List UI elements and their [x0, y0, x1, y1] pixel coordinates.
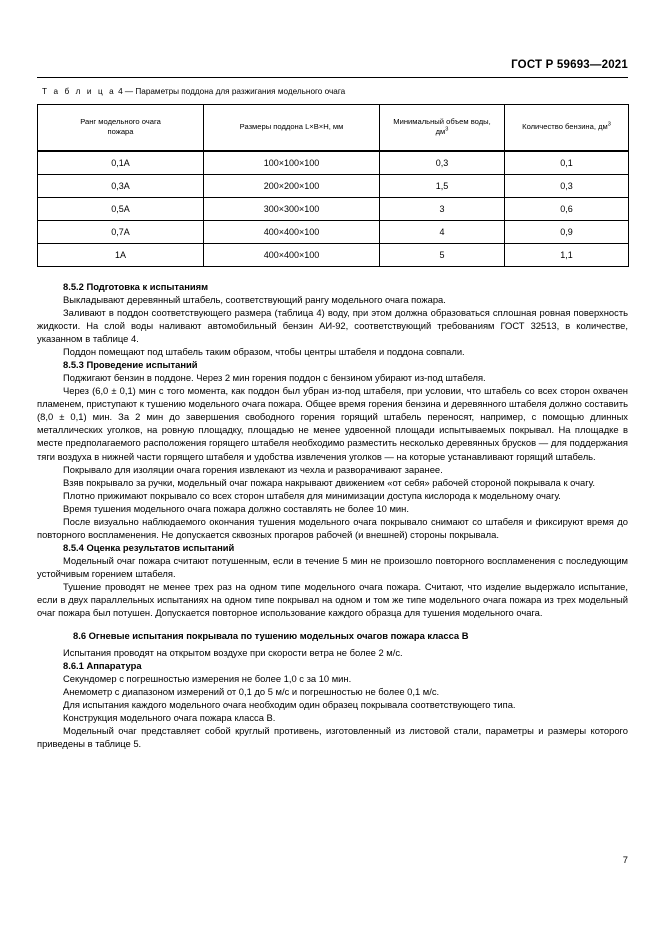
- table-row: [38, 221, 629, 244]
- table-row: [38, 198, 629, 221]
- table-row: [38, 151, 629, 175]
- cell-petrol-amount: 0,6: [505, 198, 629, 221]
- paragraph-8-5-2-2: Заливают в поддон соответствующего размера (таблица 4) воду, при этом должна образоваться сплошная ровная поверхность жидкости. На слой воды наливают автомобильный бензин АИ-92, соответствующий требованиям ГОСТ 32513, в количестве, указанном в таблице 4.: [37, 307, 628, 345]
- table-caption-number: 4: [118, 87, 123, 96]
- cell-water-volume: 5: [380, 244, 505, 267]
- table-caption: [42, 86, 628, 98]
- table-header-row: [38, 105, 629, 152]
- column-header-water-volume-line2: дм: [435, 127, 446, 136]
- column-header-petrol-amount-sup: 3: [607, 121, 611, 128]
- column-header-rank-line2: пожара: [107, 127, 134, 136]
- paragraph-8-5-3-2: Через (6,0 ± 0,1) мин с того момента, как поддон был убран из-под штабеля, при условии, что штабель со всех сторон охвачен пламенем, приступают к тушению модельного очага пожара. Общее время горения бензина и деревянного штабеля должно составить (8,0 ± 0,1) мин. За 2 мин до завершения свободного горения горящий штабель переносят, например, с помощью длинных металлических уголков, на ровную площадку, площадью не менее удвоенной площади испытываемых покрывал. На площадке в месте предполагаемого расположения горящего штабеля необходимо разместить несколько деревянных брусков — для поддержания тяги воздуха в нижней части горящего штабеля и удобства извлечения уголков — на которые устанавливают горящий штабель.: [37, 385, 628, 462]
- table-row: [38, 175, 629, 198]
- page-content: [37, 86, 628, 750]
- cell-petrol-amount: 0,1: [505, 151, 629, 175]
- section-heading-8-6: 8.6 Огневые испытания покрывала по тушению модельных очагов пожара класса В: [73, 630, 469, 642]
- paragraph-8-6-1-1: Секундомер с погрешностью измерения не более 1,0 с за 10 мин.: [63, 673, 352, 685]
- paragraph-8-5-3-5: Плотно прижимают покрывало со всех сторон штабеля для минимизации доступа кислорода к модельному очагу.: [63, 489, 561, 501]
- column-header-water-volume-line1: Минимальный объем воды,: [393, 116, 491, 126]
- table-header: [38, 105, 629, 152]
- cell-petrol-amount: 0,3: [505, 175, 629, 198]
- cell-water-volume: 1,5: [380, 175, 505, 198]
- cell-petrol-amount: 1,1: [505, 244, 629, 267]
- document-header: [37, 58, 628, 80]
- cell-dimensions: 400×400×100: [204, 221, 380, 244]
- paragraph-8-5-4-2: Тушение проводят не менее трех раз на одном типе модельного очага пожара. Считают, что изделие выдержало испытание, если в двух параллельных испытаниях на одном типе покрывал на одном и том же типе модельного очага пожара из трех модельный очаг пожара был потушен. Допускается повторное использование каждого образца для тушения модельного очага.: [37, 580, 628, 619]
- cell-water-volume: 0,3: [380, 151, 505, 175]
- paragraph-8-6-1-5: Модельный очаг представляет собой круглый противень, изготовленный из листовой стали, параметры и размеры которого приведены в таблице 5.: [37, 725, 628, 750]
- paragraph-8-5-3-6: Время тушения модельного очага пожара должно составлять не более 10 мин.: [63, 502, 409, 514]
- column-header-petrol-amount: [505, 105, 629, 152]
- paragraph-8-5-3-7: После визуально наблюдаемого окончания тушения модельного очага покрывало снимают со штабеля и фиксируют время до повторного воспламенения. Не допускается сквозных прогаров рабочей (и внешней) стороны покрывала.: [37, 515, 628, 540]
- column-header-dimensions: [204, 105, 380, 152]
- cell-water-volume: 3: [380, 198, 505, 221]
- section-spacer: [37, 619, 628, 629]
- table-row: [38, 244, 629, 267]
- cell-rank: 0,1А: [38, 151, 204, 175]
- table-caption-label: Т а б л и ц а: [42, 87, 116, 96]
- cell-dimensions: 300×300×100: [204, 198, 380, 221]
- cell-rank: 0,3А: [38, 175, 204, 198]
- column-header-petrol-amount-line1: Количество бензина, дм: [522, 121, 608, 131]
- column-header-water-volume-sup: 3: [445, 126, 449, 133]
- paragraph-8-5-3-3: Покрывало для изоляции очага горения извлекают из чехла и разворачивают заранее.: [63, 463, 443, 475]
- paragraph-8-6-1: Испытания проводят на открытом воздухе при скорости ветра не более 2 м/с.: [63, 647, 403, 659]
- section-heading-8-5-3: 8.5.3 Проведение испытаний: [63, 359, 198, 371]
- cell-rank: 0,7А: [38, 221, 204, 244]
- paragraph-8-5-4-1: Модельный очаг пожара считают потушенным, если в течение 5 мин не произошло повторного воспламенения с последующим устойчивым горением штабеля.: [37, 554, 628, 579]
- column-header-water-volume: [380, 105, 505, 152]
- column-header-rank-line1: Ранг модельного очага: [80, 116, 161, 126]
- section-heading-8-5-4: 8.5.4 Оценка результатов испытаний: [63, 541, 235, 553]
- cell-dimensions: 400×400×100: [204, 244, 380, 267]
- paragraph-8-5-2-1: Выкладывают деревянный штабель, соответствующий рангу модельного очага пожара.: [63, 294, 446, 305]
- section-heading-8-5-2: 8.5.2 Подготовка к испытаниям: [63, 281, 209, 292]
- cell-rank: 1А: [38, 244, 204, 267]
- cell-petrol-amount: 0,9: [505, 221, 629, 244]
- column-header-dimensions-line1: Размеры поддона L×B×H, мм: [239, 121, 344, 131]
- paragraph-8-6-1-3: Для испытания каждого модельного очага необходим один образец покрывала соответствующего типа.: [63, 699, 516, 711]
- cell-dimensions: 200×200×100: [204, 175, 380, 198]
- cell-rank: 0,5А: [38, 198, 204, 221]
- body-text: [37, 280, 628, 750]
- table-body: [38, 151, 629, 267]
- cell-water-volume: 4: [380, 221, 505, 244]
- paragraph-8-5-3-1: Поджигают бензин в поддоне. Через 2 мин горения поддон с бензином убирают из-под штабеля.: [63, 372, 486, 384]
- pan-parameters-table: [37, 104, 629, 267]
- paragraph-8-6-1-4: Конструкция модельного очага пожара класса В.: [63, 712, 276, 724]
- section-heading-8-6-1: 8.6.1 Аппаратура: [63, 660, 142, 672]
- column-header-rank: [38, 105, 204, 152]
- table-caption-dash: —: [124, 87, 134, 96]
- header-rule: [37, 77, 628, 78]
- page-number: 7: [622, 854, 628, 865]
- table-caption-text: Параметры поддона для разжигания модельного очага: [135, 87, 346, 96]
- paragraph-8-5-2-3: Поддон помещают под штабель таким образом, чтобы центры штабеля и поддона совпали.: [63, 346, 465, 358]
- paragraph-8-5-3-4: Взяв покрывало за ручки, модельный очаг пожара накрывают движением «от себя» рабочей стороной покрывала к очагу.: [63, 476, 596, 488]
- cell-dimensions: 100×100×100: [204, 151, 380, 175]
- paragraph-8-6-1-2: Анемометр с диапазоном измерений от 0,1 до 5 м/с и погрешностью не более 0,1 м/с.: [63, 686, 440, 698]
- standard-designation: ГОСТ Р 59693—2021: [511, 59, 628, 71]
